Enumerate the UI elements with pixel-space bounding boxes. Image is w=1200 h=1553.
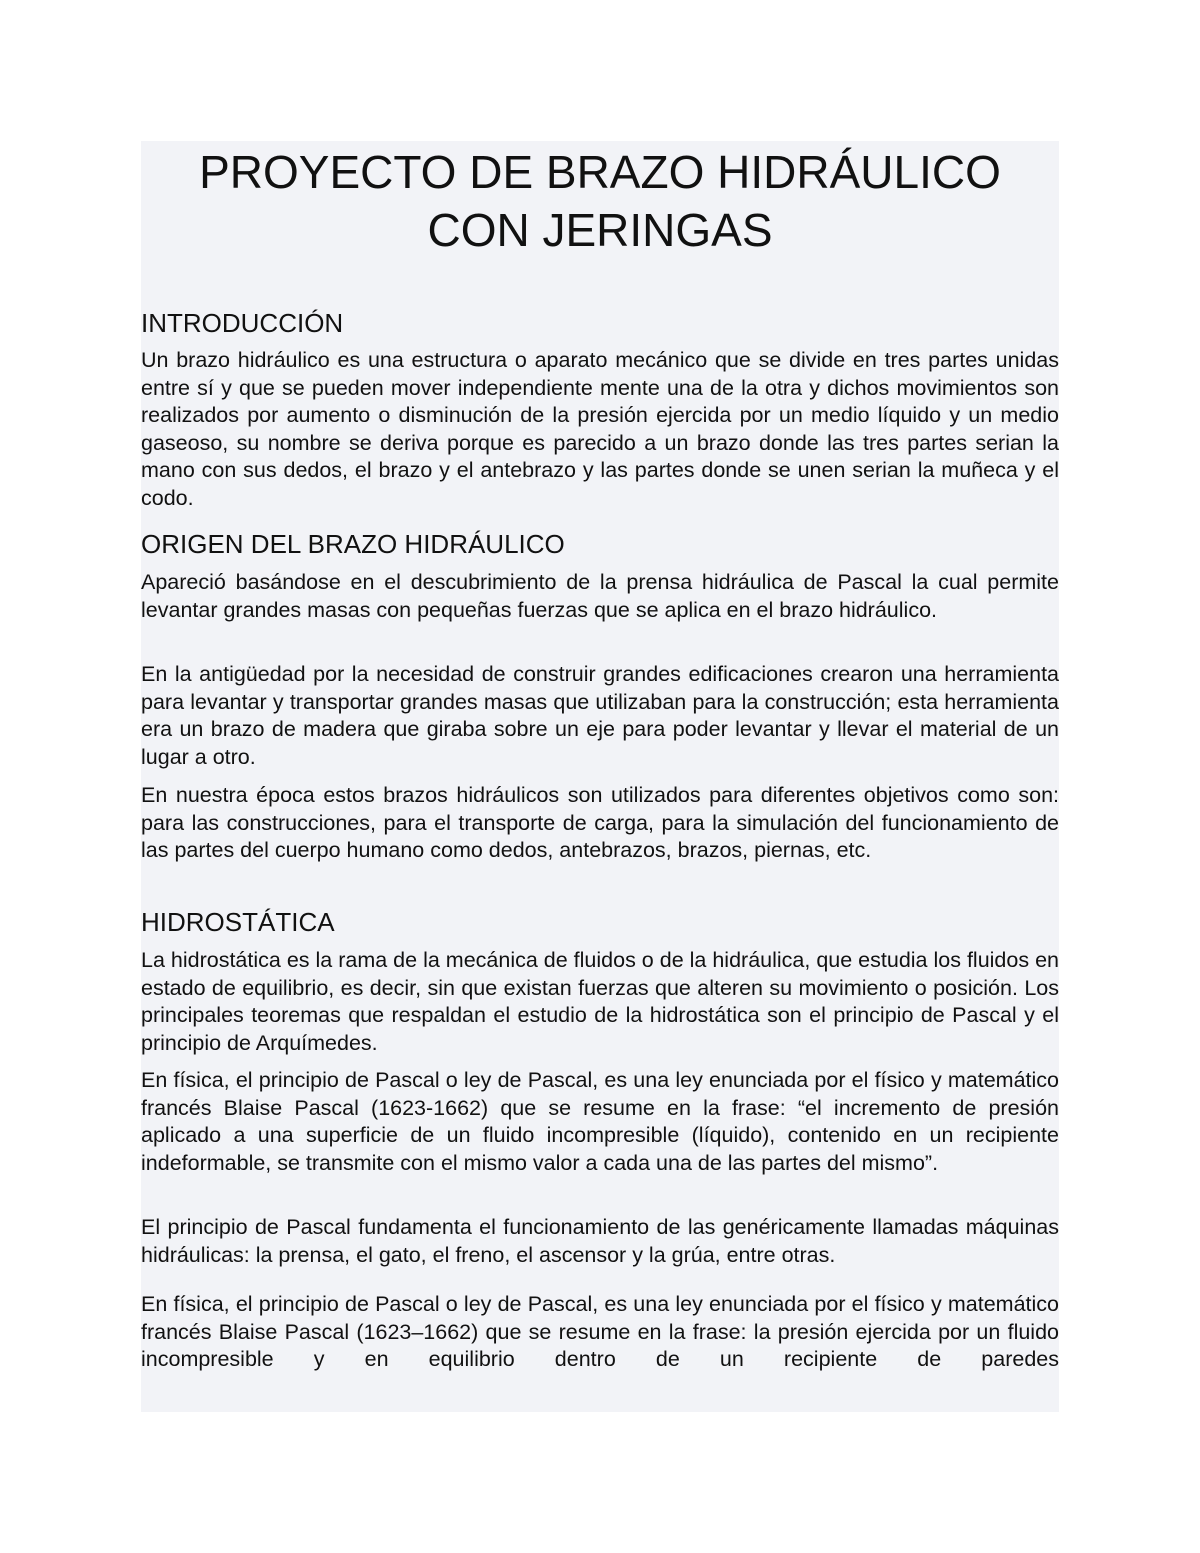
section-heading-hidrostatica: HIDROSTÁTICA: [141, 907, 335, 937]
paragraph-origen-3: En nuestra época estos brazos hidráulicos son utilizados para diferentes objetivos como son: para las construcciones, para el transporte de carga, para la simulación del funcionamiento de las partes del cuerpo humano como dedos, antebrazos, brazos, piernas, etc.: [141, 783, 1059, 863]
paragraph-introduccion: Un brazo hidráulico es una estructura o aparato mecánico que se divide en tres partes unidas entre sí y que se pueden mover independiente mente una de la otra y dichos movimientos son realizados por aumento o disminución de la presión ejercida por un medio líquido y un medio gaseoso, su nombre se deriva porque es parecido a un brazo donde las tres partes serian la mano con sus dedos, el brazo y el antebrazo y las partes donde se unen serian la muñeca y el codo.: [141, 348, 1059, 510]
document-page: [141, 141, 1059, 1412]
title-line-1: PROYECTO DE BRAZO HIDRÁULICO: [199, 146, 1001, 198]
paragraph-hidrostatica-2: En física, el principio de Pascal o ley de Pascal, es una ley enunciada por el físico y matemático francés Blaise Pascal (1623-1662) que se resume en la frase: “el incremento de presión aplicado a una superficie de un fluido incompresible (líquido), contenido en un recipiente indeformable, se transmite con el mismo valor a cada una de las partes del mismo”.: [141, 1068, 1059, 1175]
paragraph-origen-1: Apareció basándose en el descubrimiento de la prensa hidráulica de Pascal la cual permite levantar grandes masas con pequeñas fuerzas que se aplica en el brazo hidráulico.: [141, 570, 1059, 622]
section-heading-origen: ORIGEN DEL BRAZO HIDRÁULICO: [141, 529, 565, 559]
paragraph-hidrostatica-4: En física, el principio de Pascal o ley de Pascal, es una ley enunciada por el físico y matemático francés Blaise Pascal (1623–1662) que se resume en la frase: la presión ejercida por un fluido incompresible y en equilibrio dentro de un recipiente de paredes: [141, 1292, 1059, 1372]
paragraph-origen-2: En la antigüedad por la necesidad de construir grandes edificaciones crearon una herramienta para levantar y transportar grandes masas que utilizaban para la construcción; esta herramienta era un brazo de madera que giraba sobre un eje para poder levantar y llevar el material de un lugar a otro.: [141, 662, 1059, 769]
section-heading-introduccion: INTRODUCCIÓN: [141, 308, 344, 338]
document-title: [141, 143, 1059, 259]
paragraph-hidrostatica-3: El principio de Pascal fundamenta el funcionamiento de las genéricamente llamadas máquinas hidráulicas: la prensa, el gato, el freno, el ascensor y la grúa, entre otras.: [141, 1215, 1059, 1267]
title-line-2: CON JERINGAS: [427, 204, 773, 256]
paragraph-hidrostatica-1: La hidrostática es la rama de la mecánica de fluidos o de la hidráulica, que estudia los fluidos en estado de equilibrio, es decir, sin que existan fuerzas que alteren su movimiento o posición. Los principales teoremas que respaldan el estudio de la hidrostática son el principio de Pascal y el principio de Arquímedes.: [141, 948, 1059, 1055]
